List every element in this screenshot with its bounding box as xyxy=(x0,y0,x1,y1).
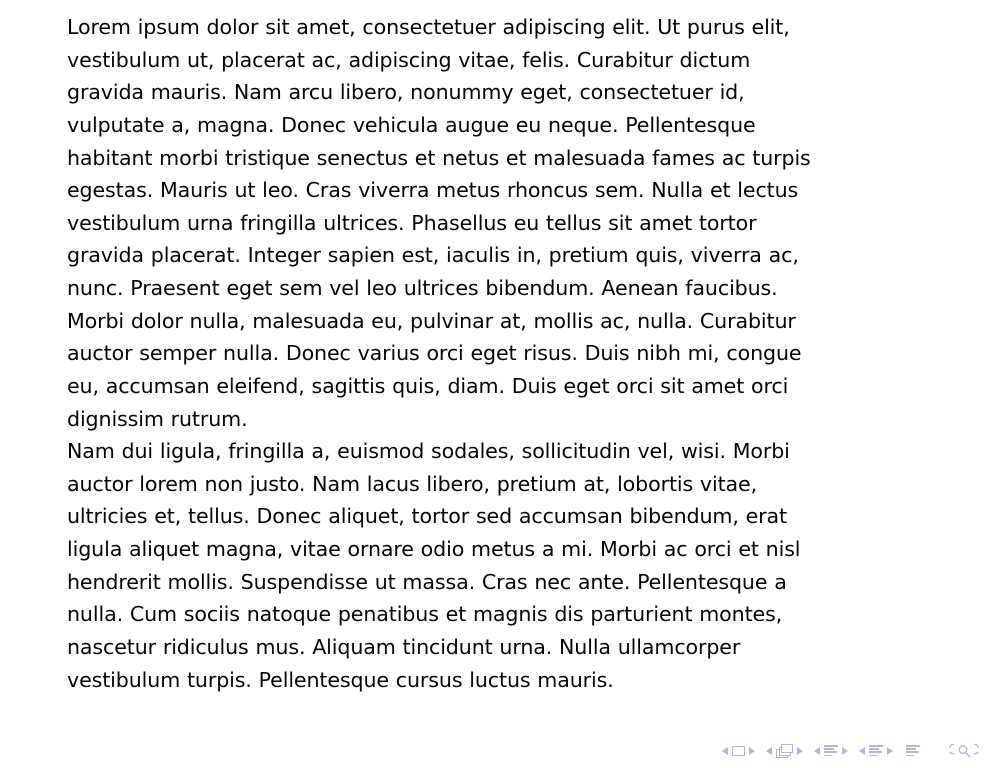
section-icon[interactable] xyxy=(869,745,883,757)
go-forward-icon[interactable] xyxy=(974,744,988,758)
previous-section-icon[interactable] xyxy=(859,747,865,755)
next-section-icon[interactable] xyxy=(887,747,893,755)
slide-navigation-group xyxy=(722,746,755,756)
previous-frame-icon[interactable] xyxy=(766,747,772,755)
next-frame-icon[interactable] xyxy=(797,747,803,755)
document-icon[interactable] xyxy=(906,745,920,757)
slide-icon[interactable] xyxy=(732,746,745,756)
body-paragraph-2: Nam dui ligula, fringilla a, euismod sodales, sollicitudin vel, wisi. Morbi auctor lorem non justo. Nam lacus libero, pretium at, lobortis vitae, ultricies et, tellus. Donec aliquet, tortor sed accumsan bibendum, erat ligula aliquet magna, vitae ornare odio metus a mi. Morbi ac orci et nisl hendrerit mollis. Suspendisse ut massa. Cras nec ante. Pellentesque a nulla. Cum sociis natoque penatibus et magnis dis parturient montes, nascetur ridiculus mus. Aliquam tincidunt urna. Nulla ullamcorper vestibulum turpis. Pellentesque cursus luctus mauris. xyxy=(67,439,808,692)
next-slide-icon[interactable] xyxy=(749,747,755,755)
misc-navigation-group xyxy=(940,744,988,758)
beamer-navigation-symbols xyxy=(722,740,990,762)
subsection-navigation-group xyxy=(814,745,848,757)
body-paragraph-1: Lorem ipsum dolor sit amet, consectetuer adipiscing elit. Ut purus elit, vestibulum ut, placerat ac, adipiscing vitae, felis. Curabitur dictum gravida mauris. Nam arcu libero, nonummy eget, consectetuer id, vulputate a, magna. Donec vehicula augue eu neque. Pellentesque habitant morbi tristique senectus et netus et malesuada fames ac turpis egestas. Mauris ut leo. Cras viverra metus rhoncus sem. Nulla et lectus vestibulum urna fringilla ultrices. Phasellus eu tellus sit amet tortor gravida placerat. Integer sapien est, iaculis in, pretium quis, viverra ac, nunc. Praesent eget sem vel leo ultrices bibendum. Aenean faucibus. Morbi dolor nulla, malesuada eu, pulvinar at, mollis ac, nulla. Curabitur auctor semper nulla. Donec varius orci eget risus. Duis nibh mi, congue eu, accumsan eleifend, sagittis quis, diam. Duis eget orci sit amet orci dignissim rutrum. xyxy=(67,15,818,431)
previous-subsection-icon[interactable] xyxy=(814,747,820,755)
frame-body xyxy=(67,11,819,696)
go-back-icon[interactable] xyxy=(940,744,954,758)
frame-navigation-group xyxy=(766,744,803,758)
next-subsection-icon[interactable] xyxy=(842,747,848,755)
section-navigation-group xyxy=(859,745,893,757)
subsection-icon[interactable] xyxy=(824,745,838,757)
search-icon[interactable] xyxy=(957,744,971,758)
previous-slide-icon[interactable] xyxy=(722,747,728,755)
frame-icon[interactable] xyxy=(776,744,793,758)
